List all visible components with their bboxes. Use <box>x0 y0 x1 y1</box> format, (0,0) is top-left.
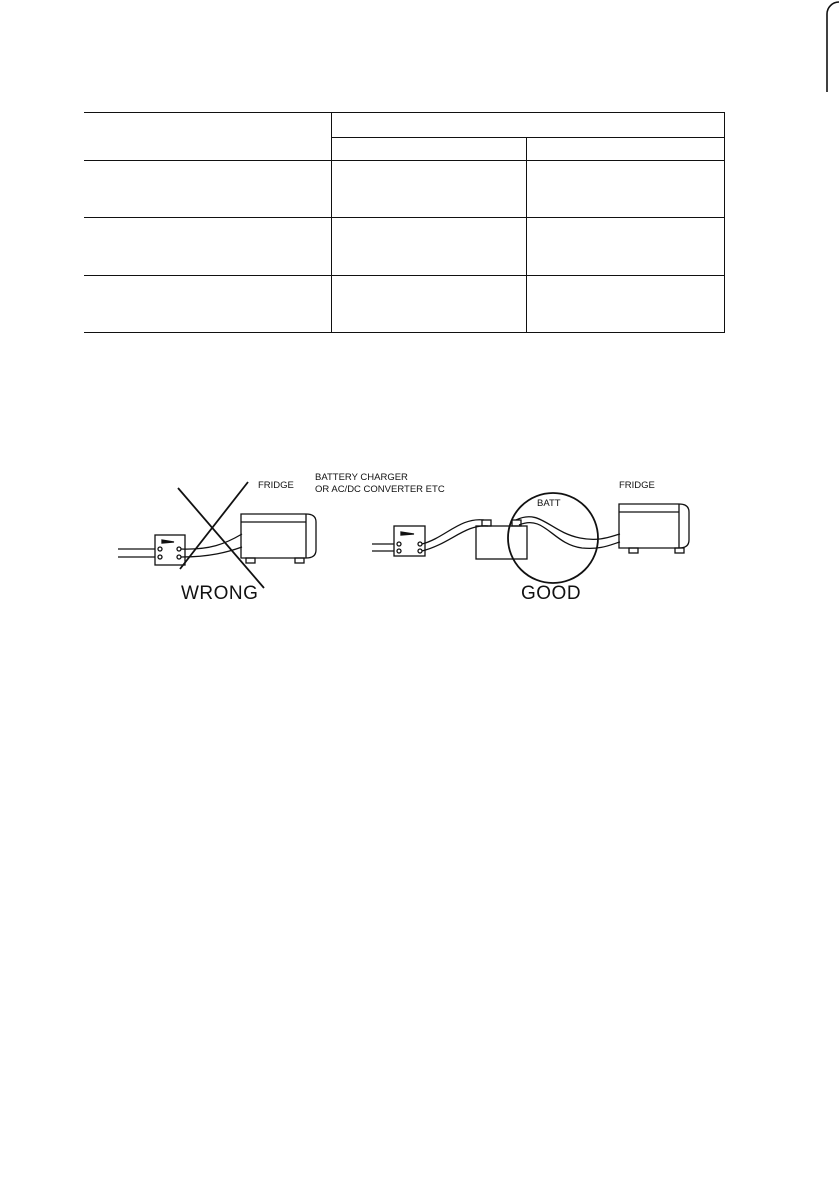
good-fridge-label: FRIDGE <box>619 480 655 491</box>
table-cell <box>526 160 725 217</box>
table-cell <box>84 218 331 275</box>
wrong-output-wires <box>181 534 242 557</box>
table-header-cell <box>84 113 331 161</box>
good-caption: GOOD <box>521 583 582 604</box>
good-battery-to-fridge-wires <box>516 517 620 549</box>
table-row <box>84 275 725 332</box>
table-cell <box>84 160 331 217</box>
wrong-caption: WRONG <box>181 583 259 604</box>
wiring-diagram <box>100 462 720 612</box>
table-cell <box>331 275 526 332</box>
table-cell <box>526 275 725 332</box>
cross-out-icon <box>178 482 264 588</box>
battery-icon <box>476 520 527 559</box>
table-group-header-cell <box>331 113 725 138</box>
page-edge-mark <box>811 0 839 92</box>
good-source-label-line2: OR AC/DC CONVERTER ETC <box>315 484 445 495</box>
good-mains-wires <box>372 544 394 551</box>
good-source-label-line1: BATTERY CHARGER <box>315 472 408 483</box>
spec-table <box>84 112 725 333</box>
table-subheader-cell <box>526 138 725 161</box>
wrong-fridge-label: FRIDGE <box>258 480 294 491</box>
wrong-charger-box <box>155 535 185 565</box>
wrong-mains-wires <box>118 549 155 557</box>
table-cell <box>84 275 331 332</box>
table-subheader-cell <box>331 138 526 161</box>
good-charger-to-battery-wires <box>422 520 488 551</box>
good-fridge-icon <box>619 504 689 553</box>
battery-label: BATT <box>537 498 561 509</box>
table-cell <box>331 218 526 275</box>
wrong-fridge-icon <box>241 514 316 563</box>
table-row <box>84 160 725 217</box>
good-charger-box <box>394 526 425 556</box>
table-cell <box>331 160 526 217</box>
table-row <box>84 218 725 275</box>
table-cell <box>526 218 725 275</box>
table-header-row <box>84 113 725 138</box>
